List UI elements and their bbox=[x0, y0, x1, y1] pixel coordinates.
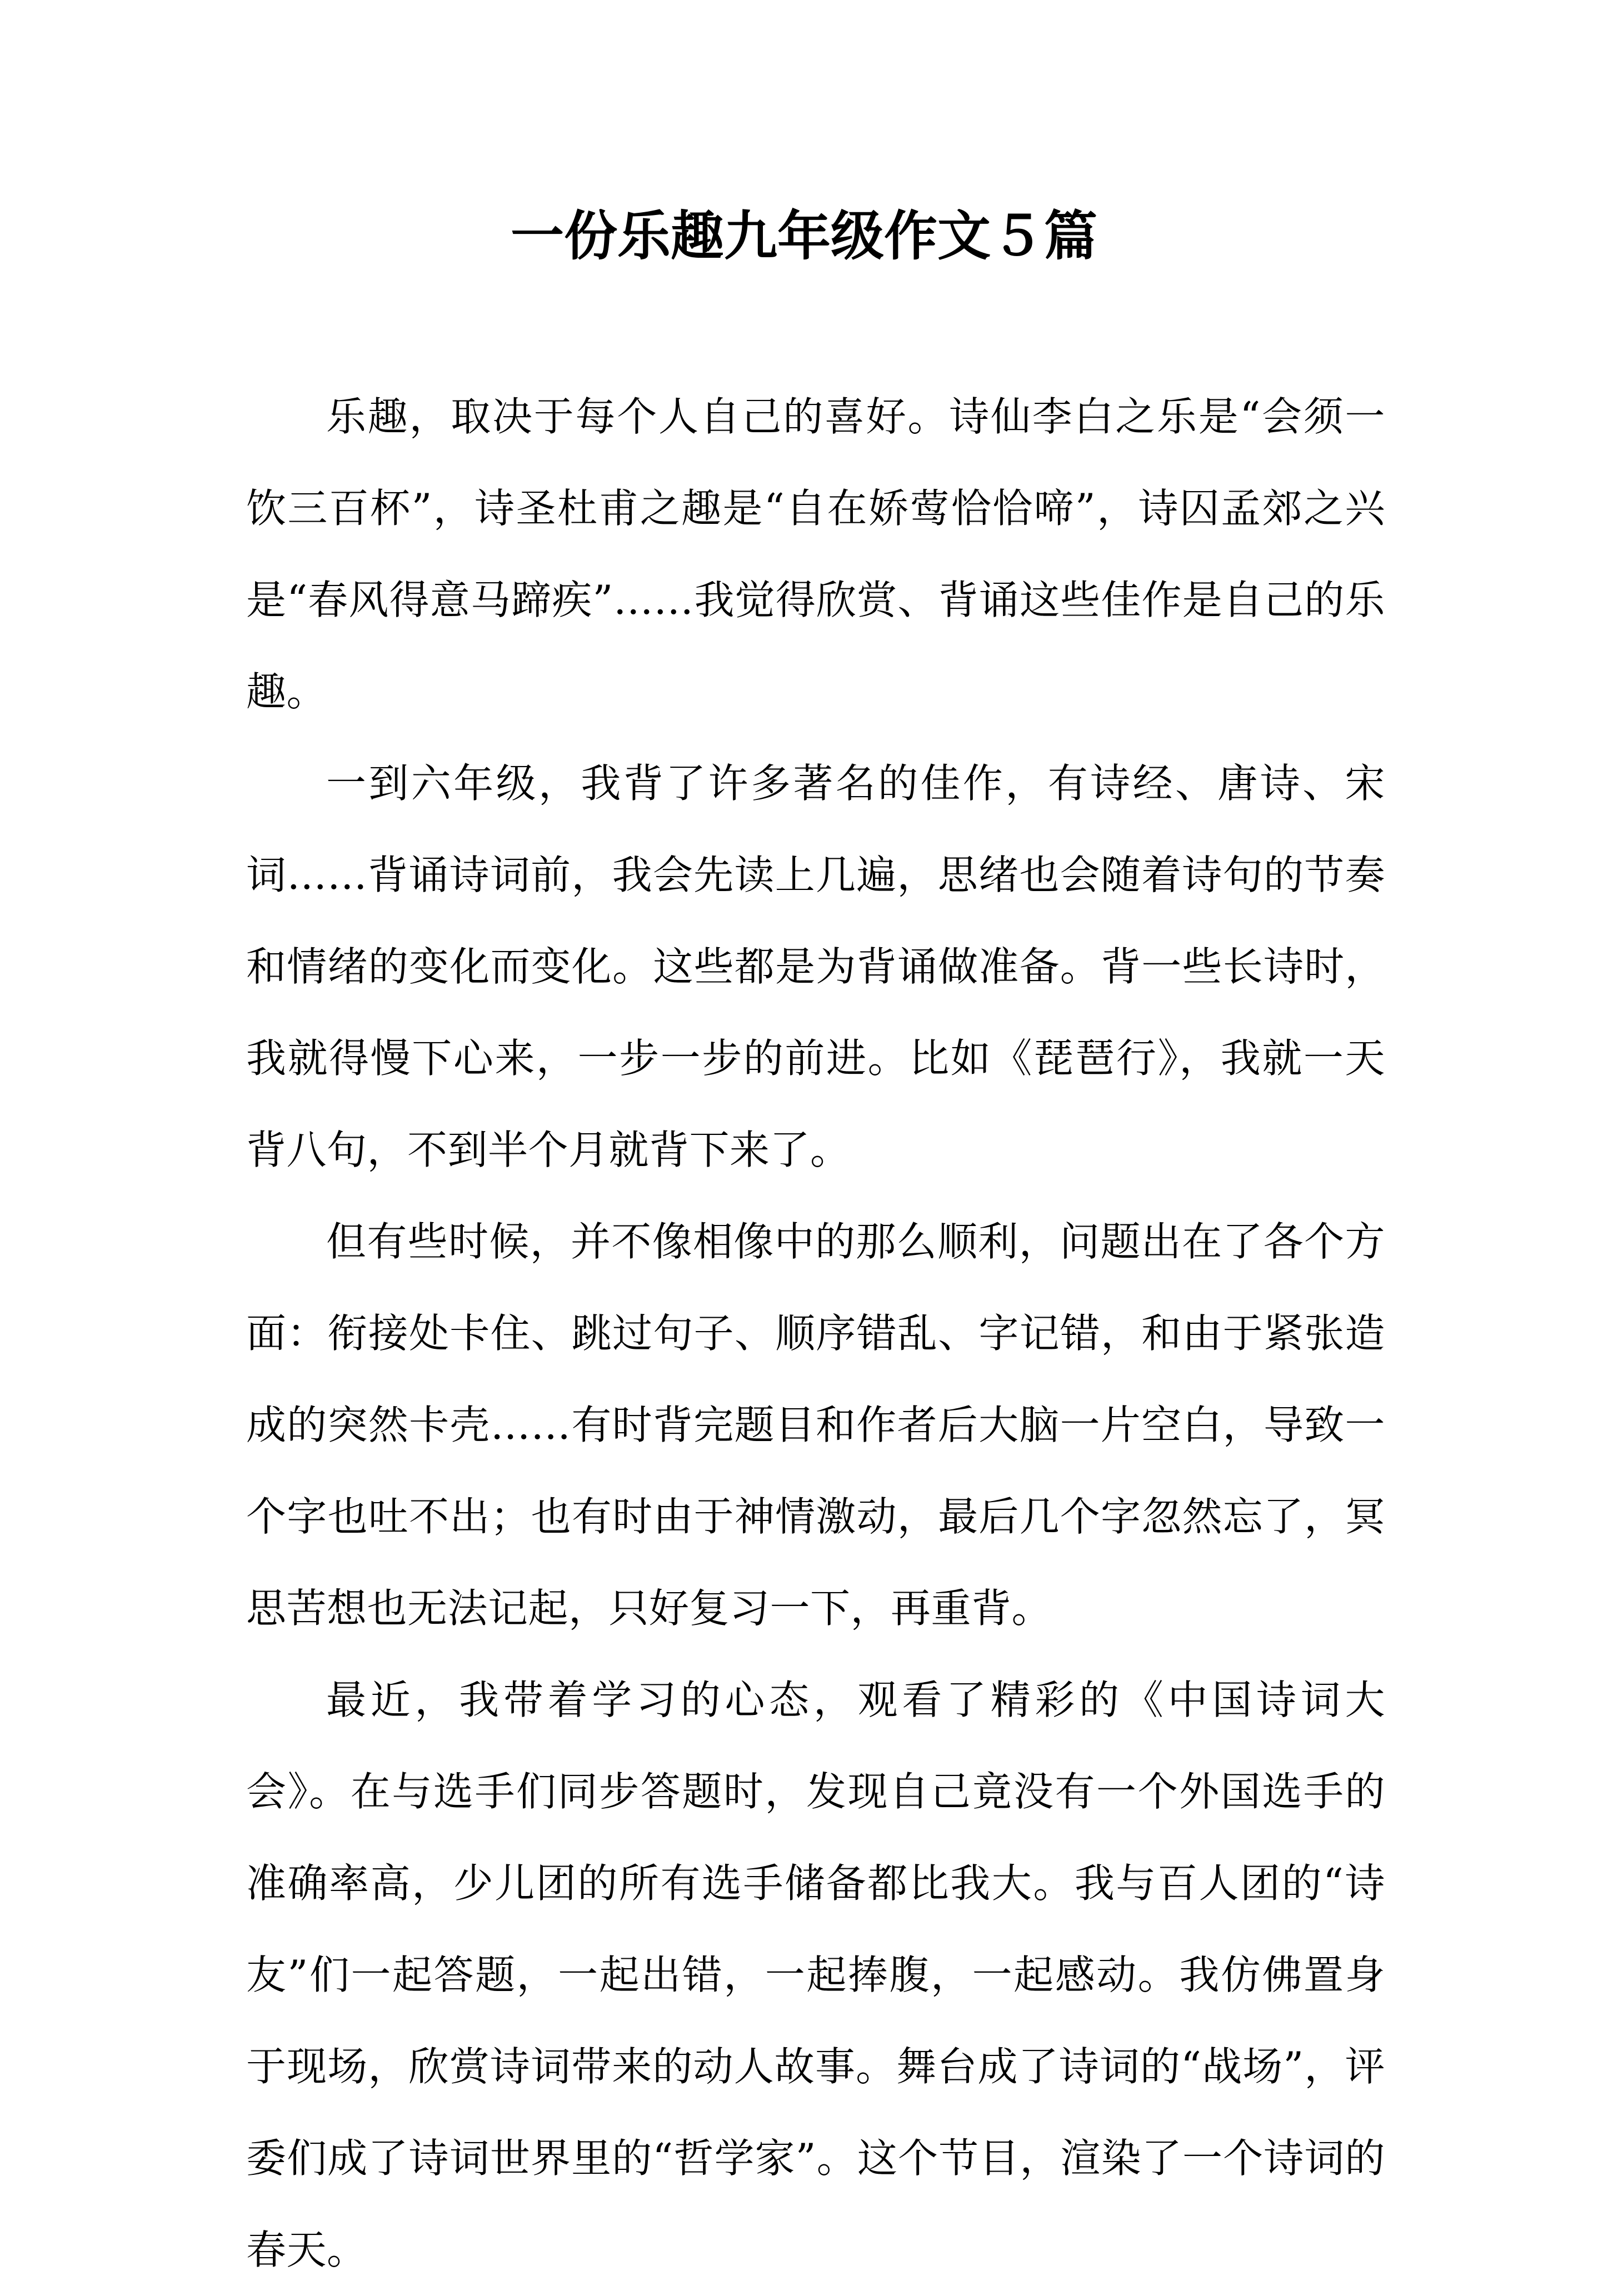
paragraph-2: 一到六年级，我背了许多著名的佳作，有诗经、唐诗、宋词……背诵诗词前，我会先读上几遍，思绪也会随着诗句的节奏和情绪的变化而变化。这些都是为背诵做准备。背一些长诗时，我就得慢下心来，一步一步的前进。比如《琵琶行》，我就一天背八句，不到半个月就背下来了。 bbox=[246, 760, 1385, 1173]
paragraph-4: 最近，我带着学习的心态，观看了精彩的《中国诗词大会》。在与选手们同步答题时，发现自己竟没有一个外国选手的准确率高，少儿团的所有选手储备都比我大。我与百人团的“诗友”们一起答题，一起出错，一起捧腹，一起感动。我仿佛置身于现场，欣赏诗词带来的动人故事。舞台成了诗词的“战场”，评委们成了诗词世界里的“哲学家”。这个节目，渲染了一个诗词的春天。 bbox=[246, 1677, 1385, 2273]
paragraph-1: 乐趣，取决于每个人自己的喜好。诗仙李白之乐是“会须一饮三百杯”，诗圣杜甫之趣是“自在娇莺恰恰啼”，诗囚孟郊之兴是“春风得意马蹄疾”……我觉得欣赏、背诵这些佳作是自己的乐趣。 bbox=[246, 393, 1385, 715]
document-body bbox=[246, 371, 1385, 2296]
document-title: 一份乐趣九年级作文５篇 bbox=[511, 204, 1097, 267]
paragraph-3: 但有些时候，并不像相像中的那么顺利，问题出在了各个方面：衔接处卡住、跳过句子、顺序错乱、字记错，和由于紧张造成的突然卡壳……有时背完题目和作者后大脑一片空白，导致一个字也吐不出；也有时由于神情激动，最后几个字忽然忘了，冥思苦想也无法记起，只好复习一下，再重背。 bbox=[246, 1218, 1385, 1632]
